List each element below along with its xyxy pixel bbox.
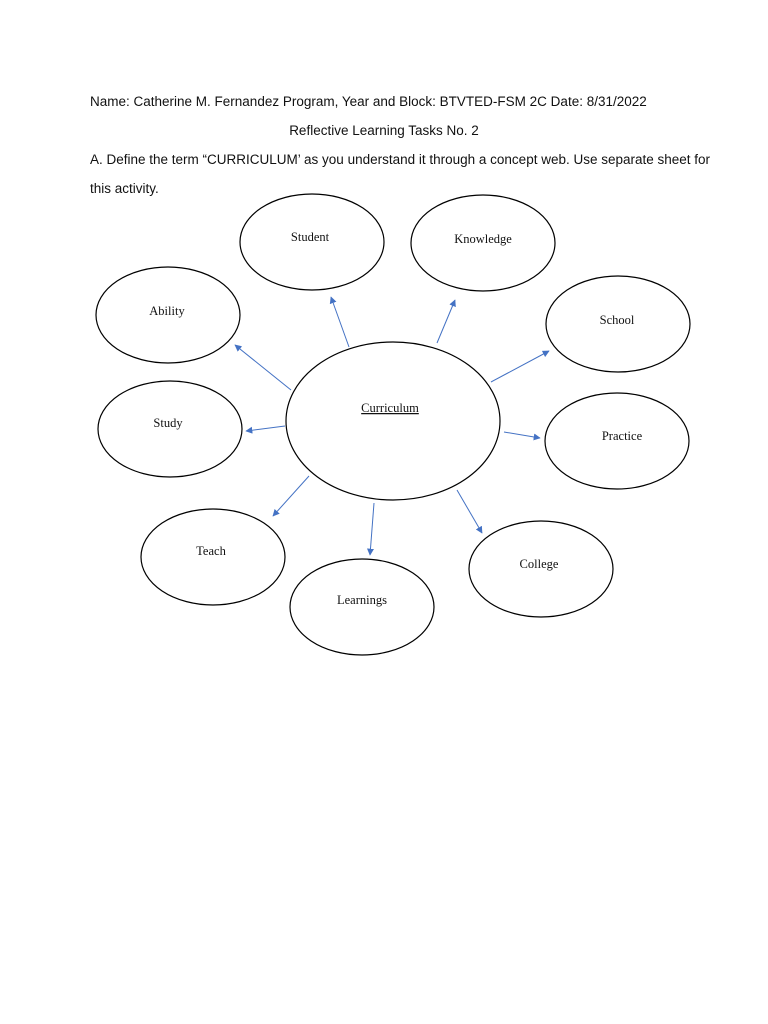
center-node-shape	[286, 342, 500, 500]
node-school-label: School	[599, 313, 635, 327]
arrow-to-learnings	[370, 503, 374, 555]
instruction-line-2: this activity.	[90, 181, 159, 196]
task-title: Reflective Learning Tasks No. 2	[289, 123, 479, 138]
arrow-to-teach	[273, 476, 309, 516]
node-ability-label: Ability	[149, 304, 185, 318]
instruction-line-1: A. Define the term “CURRICULUM’ as you understand it through a concept web. Use separate sheet for	[90, 152, 711, 167]
arrow-to-knowledge	[437, 300, 455, 343]
node-practice-label: Practice	[601, 429, 643, 443]
arrow-to-student	[331, 297, 349, 347]
header-info-line: Name: Catherine M. Fernandez Program, Year and Block: BTVTED-FSM 2C Date: 8/31/2022	[90, 94, 647, 109]
node-college-label: College	[519, 557, 559, 571]
node-learnings-shape	[290, 559, 434, 655]
node-teach-label: Teach	[196, 544, 226, 558]
node-student-label: Student	[290, 230, 330, 244]
arrow-to-study	[246, 426, 285, 431]
arrow-to-ability	[235, 345, 291, 390]
node-learnings-label: Learnings	[337, 593, 387, 607]
arrow-to-college	[457, 490, 482, 533]
node-study-label: Study	[153, 416, 183, 430]
arrow-to-school	[491, 351, 549, 382]
node-knowledge-label: Knowledge	[454, 232, 512, 246]
arrow-to-practice	[504, 432, 540, 438]
center-node-label: Curriculum	[361, 401, 419, 415]
